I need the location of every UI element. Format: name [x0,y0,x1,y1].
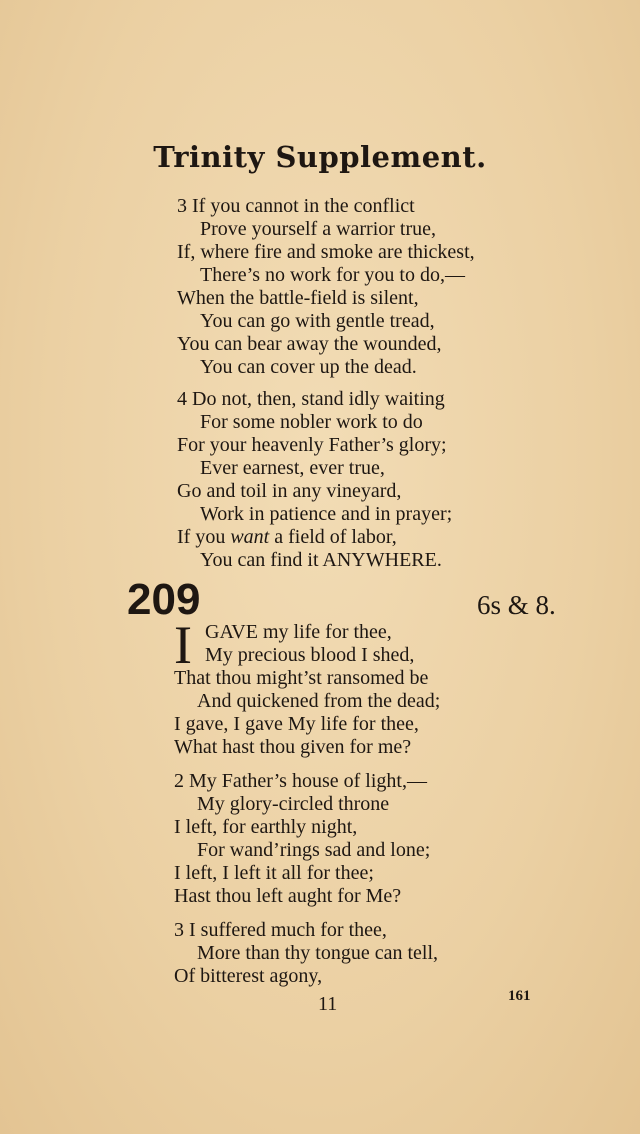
stanza4-line5: Go and toil in any vineyard, [177,480,402,502]
hymn-s2-line3: I left, for earthly night, [174,816,358,838]
hymn-s1-line5: I gave, I gave My life for thee, [174,713,419,735]
hymn-meter: 6s & 8. [477,590,556,620]
hymn-s2-line2: My glory-circled throne [197,793,390,815]
hymn-s1-line1: GAVE my life for thee, [205,621,392,643]
stanza3-line4: There’s no work for you to do,— [200,264,465,286]
hymn-s1-line6: What hast thou given for me? [174,736,412,758]
page-number: 161 [508,988,531,1004]
line7-pre: If you [177,526,231,548]
hymn-s3-line2: More than thy tongue can tell, [197,942,439,964]
hymn-s2-line4: For wand’rings sad and lone; [197,839,431,861]
stanza3-line6: You can go with gentle tread, [200,310,435,332]
line7-emphasis: want [230,526,270,548]
stanza4-line7 [177,526,397,549]
stanza3-line7: You can bear away the wounded, [177,333,442,355]
stanza4-line2: For some nobler work to do [200,411,423,433]
hymn-s3-line1: 3 I suffered much for thee, [174,919,387,941]
stanza4-line8: You can find it ANYWHERE. [200,549,442,571]
hymn-s1-line3: That thou might’st ransomed be [174,667,429,689]
page-title: Trinity Supplement. [153,140,487,174]
stanza3-line5: When the battle-field is silent, [177,287,419,309]
hymn-s3-line3: Of bitterest agony, [174,965,323,987]
stanza4-line1: 4 Do not, then, stand idly waiting [177,388,445,410]
hymn-s1-line4: And quickened from the dead; [197,690,441,712]
stanza3-line3: If, where fire and smoke are thickest, [177,241,475,263]
signature-mark: 11 [318,993,338,1015]
stanza3-line2: Prove yourself a warrior true, [200,218,437,240]
hymn-s2-line5: I left, I left it all for thee; [174,862,374,884]
hymn-s2-line6: Hast thou left aught for Me? [174,885,402,907]
stanza4-line4: Ever earnest, ever true, [200,457,385,479]
hymn-number: 209 [127,575,201,624]
line7-post: a field of labor, [269,526,397,548]
stanza4-line3: For your heavenly Father’s glory; [177,434,447,456]
hymn-s2-line1: 2 My Father’s house of light,— [174,770,427,792]
stanza4-line6: Work in patience and in prayer; [200,503,453,525]
stanza3-line1: 3 If you cannot in the conflict [177,195,415,217]
drop-cap: I [174,615,192,675]
hymn-s1-line2: My precious blood I shed, [205,644,415,666]
stanza3-line8: You can cover up the dead. [200,356,417,378]
